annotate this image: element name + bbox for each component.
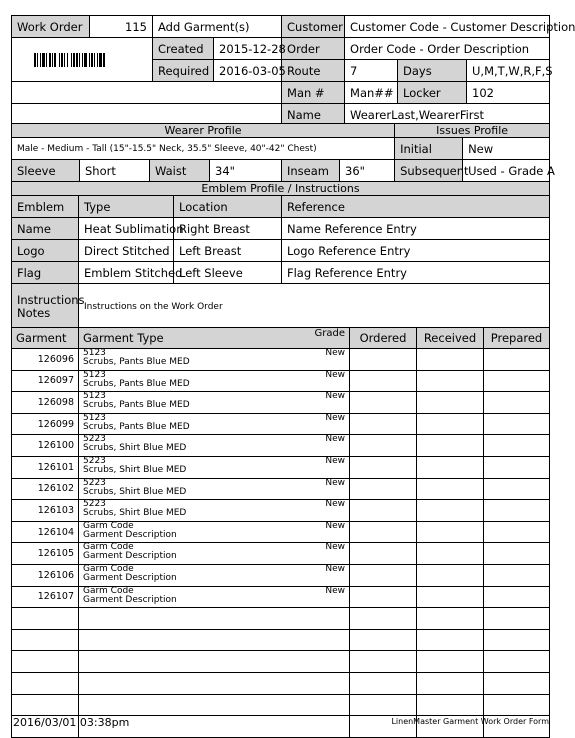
- garment-type-cell: [79, 543, 350, 565]
- add-garments-label: Add Garment(s): [153, 16, 282, 38]
- prepared-cell: [484, 564, 550, 586]
- ordered-cell: [350, 456, 417, 478]
- ordered-header: Ordered: [350, 328, 417, 349]
- sleeve-value: Short: [80, 160, 150, 182]
- waist-value: 34": [210, 160, 282, 182]
- garment-description: Scrubs, Shirt Blue MED: [83, 464, 187, 475]
- blank-cell: [12, 82, 282, 104]
- garment-type-cell: [79, 694, 350, 716]
- garment-code: 5223: [83, 477, 106, 488]
- ordered-cell: [350, 500, 417, 522]
- garment-code: 5123: [83, 369, 106, 380]
- garment-row: [12, 521, 550, 543]
- garment-row: [12, 392, 550, 414]
- garment-description: Scrubs, Pants Blue MED: [83, 400, 190, 411]
- wearer-name: WearerLast,WearerFirst: [345, 104, 550, 126]
- garment-number: 126103: [12, 500, 79, 522]
- garment-type-cell: [79, 672, 350, 694]
- garment-grade: New: [325, 585, 345, 596]
- garment-number: [12, 672, 79, 694]
- prepared-cell: [484, 586, 550, 608]
- prepared-cell: [484, 500, 550, 522]
- ordered-cell: [350, 651, 417, 673]
- garment-type-header: [79, 328, 350, 349]
- received-cell: [417, 608, 484, 630]
- garment-grade: New: [325, 520, 345, 531]
- garment-number: 126104: [12, 521, 79, 543]
- type-header: Type: [79, 196, 174, 218]
- prepared-cell: [484, 543, 550, 565]
- received-cell: [417, 478, 484, 500]
- garments-table: [11, 327, 550, 738]
- garment-code: Garm Code: [83, 542, 134, 553]
- ordered-cell: [350, 543, 417, 565]
- prepared-cell: [484, 651, 550, 673]
- instructions-value: Instructions on the Work Order: [79, 284, 550, 330]
- ordered-cell: [350, 629, 417, 651]
- garment-number: 126106: [12, 564, 79, 586]
- emblem-profile: [11, 181, 550, 330]
- prepared-cell: [484, 521, 550, 543]
- garment-type-cell: [79, 629, 350, 651]
- garment-row: [12, 478, 550, 500]
- garment-row: [12, 564, 550, 586]
- locker-label: Locker: [398, 82, 467, 104]
- garment-code: Garm Code: [83, 520, 134, 531]
- received-cell: [417, 564, 484, 586]
- emblem-header: Emblem: [12, 196, 79, 218]
- empty-garment-row: [12, 651, 550, 673]
- ordered-cell: [350, 413, 417, 435]
- name-label: Name: [282, 104, 345, 126]
- garment-row: [12, 435, 550, 457]
- locker-value: 102: [467, 82, 550, 104]
- ordered-cell: [350, 586, 417, 608]
- garment-description: Scrubs, Shirt Blue MED: [83, 486, 187, 497]
- empty-garment-row: [12, 694, 550, 716]
- garment-description: Garment Description: [83, 572, 177, 583]
- garment-number: 126101: [12, 456, 79, 478]
- garment-code: 5123: [83, 412, 106, 423]
- garment-type-cell: [79, 349, 350, 371]
- prepared-cell: [484, 694, 550, 716]
- garment-number: 126107: [12, 586, 79, 608]
- route-label: Route: [282, 60, 345, 82]
- received-cell: [417, 392, 484, 414]
- garment-description: Scrubs, Pants Blue MED: [83, 357, 190, 367]
- emblem-logo-label: Logo: [12, 240, 79, 262]
- garment-number: 126098: [12, 392, 79, 414]
- emblem-flag-label: Flag: [12, 262, 79, 284]
- emblem-type: Direct Stitched: [79, 240, 174, 262]
- garment-type-cell: [79, 521, 350, 543]
- garment-code: Garm Code: [83, 585, 134, 596]
- route-value: 7: [345, 60, 398, 82]
- required-label: Required: [153, 60, 214, 82]
- ordered-cell: [350, 478, 417, 500]
- received-cell: [417, 586, 484, 608]
- garment-type-cell: [79, 435, 350, 457]
- created-label: Created: [153, 38, 214, 60]
- garment-number: 126102: [12, 478, 79, 500]
- garment-row: [12, 543, 550, 565]
- work-order-label: Work Order: [12, 16, 90, 38]
- prepared-cell: [484, 629, 550, 651]
- garment-grade: New: [325, 434, 345, 445]
- garment-type-cell: [79, 608, 350, 630]
- received-cell: [417, 651, 484, 673]
- garment-grade: New: [325, 412, 345, 423]
- issues-profile-title: Issues Profile: [395, 124, 550, 138]
- received-cell: [417, 500, 484, 522]
- order-label: Order: [282, 38, 345, 60]
- barcode-icon: [34, 53, 130, 67]
- prepared-cell: [484, 478, 550, 500]
- received-cell: [417, 349, 484, 371]
- instructions-label-line2: Notes: [17, 305, 51, 320]
- wearer-profile: [11, 123, 555, 182]
- garment-code: 5123: [83, 348, 106, 358]
- prepared-header: Prepared: [484, 328, 550, 349]
- ordered-cell: [350, 392, 417, 414]
- garment-type-cell: [79, 392, 350, 414]
- empty-garment-row: [12, 672, 550, 694]
- emblem-reference: Flag Reference Entry: [282, 262, 550, 284]
- garment-grade: New: [325, 563, 345, 574]
- garment-row: [12, 370, 550, 392]
- subsequent-value: Used - Grade A: [463, 160, 550, 182]
- instructions-label: [12, 284, 85, 330]
- sleeve-label: Sleeve: [12, 160, 80, 182]
- grade-header: Grade: [314, 328, 345, 339]
- waist-label: Waist: [150, 160, 210, 182]
- garment-description: Scrubs, Shirt Blue MED: [83, 443, 187, 454]
- garment-grade: New: [325, 391, 345, 402]
- garment-number: 126096: [12, 349, 79, 371]
- received-cell: [417, 694, 484, 716]
- emblem-location: Right Breast: [174, 218, 282, 240]
- prepared-cell: [484, 370, 550, 392]
- garment-number: 126099: [12, 413, 79, 435]
- garment-grade: New: [325, 348, 345, 358]
- created-date: 2015-12-28: [214, 38, 282, 60]
- garment-type-header-label: Garment Type: [83, 331, 164, 345]
- received-cell: [417, 456, 484, 478]
- garment-header: Garment: [12, 328, 79, 349]
- received-cell: [417, 413, 484, 435]
- ordered-cell: [350, 608, 417, 630]
- emblem-type: Heat Sublimation: [79, 218, 174, 240]
- garment-type-cell: [79, 500, 350, 522]
- garment-code: 5223: [83, 455, 106, 466]
- garment-code: 5223: [83, 499, 106, 510]
- received-cell: [417, 370, 484, 392]
- barcode-cell: [12, 38, 153, 82]
- garment-number: [12, 694, 79, 716]
- ordered-cell: [350, 521, 417, 543]
- garment-description: Garment Description: [83, 594, 177, 605]
- customer-label: Customer: [282, 16, 345, 38]
- initial-label: Initial: [395, 138, 463, 160]
- reference-header: Reference: [282, 196, 550, 218]
- days-label: Days: [398, 60, 467, 82]
- subsequent-label: Subsequent: [395, 160, 463, 182]
- garment-type-cell: [79, 651, 350, 673]
- wearer-profile-title: Wearer Profile: [12, 124, 395, 138]
- garment-row: [12, 456, 550, 478]
- garment-number: 126105: [12, 543, 79, 565]
- received-cell: [417, 629, 484, 651]
- garment-number: 126097: [12, 370, 79, 392]
- garment-type-cell: [79, 586, 350, 608]
- empty-garment-row: [12, 629, 550, 651]
- prepared-cell: [484, 392, 550, 414]
- garment-row: [12, 586, 550, 608]
- received-cell: [417, 435, 484, 457]
- ordered-cell: [350, 672, 417, 694]
- garment-grade: New: [325, 369, 345, 380]
- prepared-cell: [484, 349, 550, 371]
- received-cell: [417, 672, 484, 694]
- ordered-cell: [350, 694, 417, 716]
- garment-row: [12, 413, 550, 435]
- garment-code: 5123: [83, 391, 106, 402]
- instructions-label-line1: Instructions: [17, 292, 85, 307]
- garment-grade: New: [325, 542, 345, 553]
- garment-description: Scrubs, Shirt Blue MED: [83, 508, 187, 519]
- location-header: Location: [174, 196, 282, 218]
- days-value: U,M,T,W,R,F,S: [467, 60, 550, 82]
- man-label: Man #: [282, 82, 345, 104]
- prepared-cell: [484, 413, 550, 435]
- emblem-type: Emblem Stitched: [79, 262, 174, 284]
- empty-garment-row: [12, 608, 550, 630]
- received-header: Received: [417, 328, 484, 349]
- garment-number: 126100: [12, 435, 79, 457]
- emblem-location: Left Sleeve: [174, 262, 282, 284]
- garment-description: Scrubs, Pants Blue MED: [83, 378, 190, 389]
- work-order-number: 115: [90, 16, 153, 38]
- emblem-name-label: Name: [12, 218, 79, 240]
- garment-type-cell: [79, 564, 350, 586]
- man-value: Man##: [345, 82, 398, 104]
- initial-value: New: [463, 138, 550, 160]
- emblem-location: Left Breast: [174, 240, 282, 262]
- garment-row: [12, 349, 550, 371]
- ordered-cell: [350, 370, 417, 392]
- received-cell: [417, 521, 484, 543]
- emblem-reference: Name Reference Entry: [282, 218, 550, 240]
- garment-grade: New: [325, 477, 345, 488]
- garment-description: Garment Description: [83, 529, 177, 540]
- ordered-cell: [350, 349, 417, 371]
- garment-code: Garm Code: [83, 563, 134, 574]
- garment-number: [12, 651, 79, 673]
- garment-number: [12, 608, 79, 630]
- work-order-header: [11, 15, 575, 126]
- print-timestamp: 2016/03/01 03:38pm: [13, 716, 130, 729]
- garment-number: [12, 629, 79, 651]
- emblem-reference: Logo Reference Entry: [282, 240, 550, 262]
- garment-description: Scrubs, Pants Blue MED: [83, 421, 190, 432]
- order-value: Order Code - Order Description: [345, 38, 550, 60]
- prepared-cell: [484, 672, 550, 694]
- garment-code: 5223: [83, 434, 106, 445]
- garment-type-cell: [79, 370, 350, 392]
- garment-type-cell: [79, 456, 350, 478]
- emblem-profile-title: Emblem Profile / Instructions: [12, 182, 550, 196]
- garment-grade: New: [325, 455, 345, 466]
- garment-description: Garment Description: [83, 551, 177, 562]
- ordered-cell: [350, 435, 417, 457]
- required-date: 2016-03-05: [214, 60, 282, 82]
- inseam-label: Inseam: [282, 160, 340, 182]
- garment-row: [12, 500, 550, 522]
- ordered-cell: [350, 564, 417, 586]
- prepared-cell: [484, 608, 550, 630]
- wearer-size-description: Male - Medium - Tall (15"-15.5" Neck, 35.5" Sleeve, 40"-42" Chest): [12, 138, 395, 160]
- received-cell: [417, 543, 484, 565]
- garment-type-cell: [79, 413, 350, 435]
- inseam-value: 36": [340, 160, 395, 182]
- garment-type-cell: [79, 478, 350, 500]
- customer-value: Customer Code - Customer Description: [345, 16, 550, 38]
- prepared-cell: [484, 456, 550, 478]
- form-brand-label: LinenMaster Garment Work Order Form: [391, 717, 549, 726]
- garment-grade: New: [325, 499, 345, 510]
- prepared-cell: [484, 435, 550, 457]
